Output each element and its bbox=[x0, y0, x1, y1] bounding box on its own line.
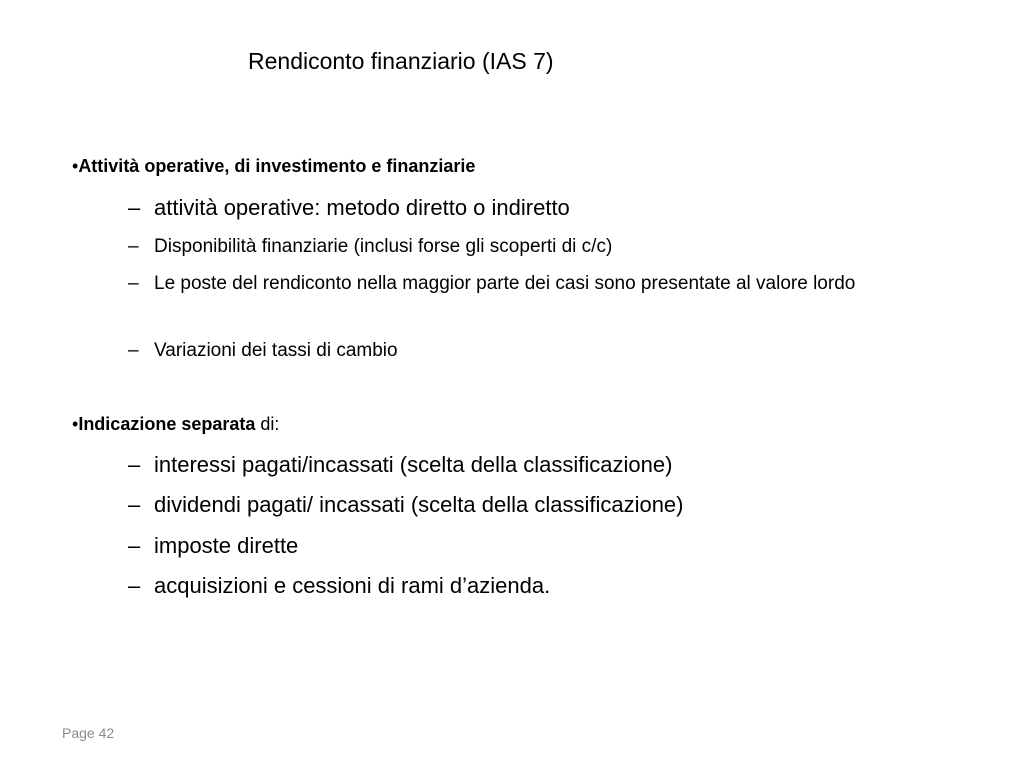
list-item bbox=[128, 571, 908, 601]
dash-mark: – bbox=[128, 236, 139, 257]
page-number: Page 42 bbox=[62, 725, 115, 741]
list-item bbox=[128, 531, 908, 561]
list-item bbox=[128, 490, 908, 520]
section-heading-rest: di: bbox=[255, 414, 280, 434]
section-heading-text: Attività operative, di investimento e finanziarie bbox=[78, 156, 476, 176]
list-item-text: interessi pagati/incassati (scelta della classificazione) bbox=[154, 452, 673, 477]
list-item bbox=[128, 269, 908, 298]
dash-mark: – bbox=[128, 273, 139, 294]
list-item bbox=[128, 232, 908, 261]
dash-mark: – bbox=[128, 573, 141, 598]
list-item bbox=[128, 450, 908, 480]
list-item bbox=[128, 193, 908, 223]
section-heading-separate bbox=[72, 412, 279, 436]
section-heading-activities bbox=[72, 154, 475, 178]
slide-title: Rendiconto finanziario (IAS 7) bbox=[248, 48, 554, 74]
list-item-text: acquisizioni e cessioni di rami d’azienda. bbox=[154, 573, 551, 598]
list-item bbox=[128, 336, 908, 365]
list-item-text: Disponibilità finanziarie (inclusi forse gli scoperti di c/c) bbox=[154, 236, 613, 257]
section-heading-bold: Indicazione separata bbox=[78, 414, 256, 434]
dash-mark: – bbox=[128, 340, 139, 361]
bullet-mark: • bbox=[72, 156, 79, 176]
list-item-text: dividendi pagati/ incassati (scelta della classificazione) bbox=[154, 492, 684, 517]
dash-mark: – bbox=[128, 452, 141, 477]
list-item-text: imposte dirette bbox=[154, 533, 299, 558]
bullet-mark: • bbox=[72, 414, 79, 434]
dash-mark: – bbox=[128, 492, 141, 517]
dash-mark: – bbox=[128, 533, 141, 558]
dash-mark: – bbox=[128, 195, 141, 220]
list-item-text: attività operative: metodo diretto o indiretto bbox=[154, 195, 570, 220]
list-item-text: Le poste del rendiconto nella maggior parte dei casi sono presentate al valore lordo bbox=[154, 273, 856, 294]
list-item-text: Variazioni dei tassi di cambio bbox=[154, 340, 398, 361]
